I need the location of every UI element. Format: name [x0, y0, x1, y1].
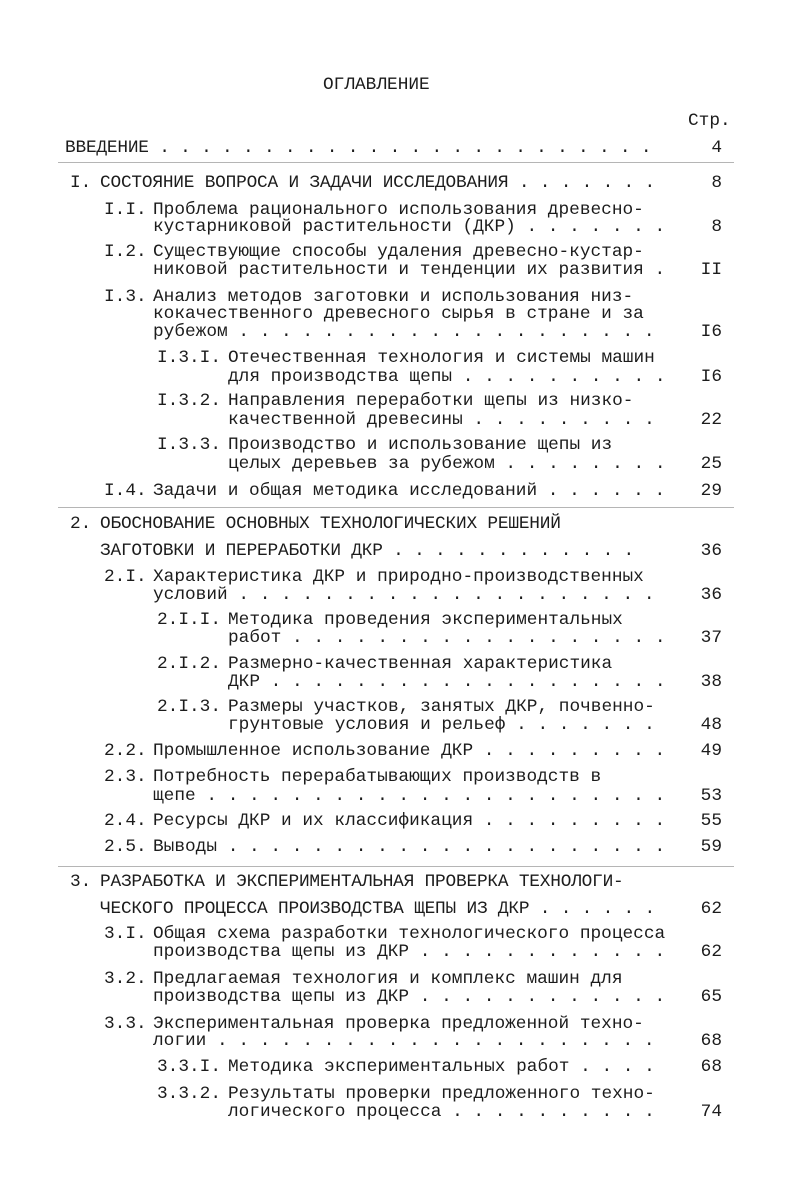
- toc-page-number: 37: [700, 628, 722, 648]
- toc-entry-text: Методика проведения экспериментальных: [228, 610, 623, 630]
- toc-entry-number: 2.4.: [104, 811, 147, 831]
- toc-entry-text: Размеры участков, занятых ДКР, почвенно-: [228, 697, 655, 717]
- toc-page-number: 65: [700, 987, 722, 1007]
- toc-entry-text: Выводы . . . . . . . . . . . . . . . . . . . . .: [153, 837, 666, 857]
- toc-entry-number: 3.I.: [104, 924, 147, 944]
- toc-entry-text: Ресурсы ДКР и их классификация . . . . . . . . .: [153, 811, 666, 831]
- toc-page-number: 59: [700, 837, 722, 857]
- toc-entry-number: 2.2.: [104, 741, 147, 761]
- toc-entry-text: условий . . . . . . . . . . . . . . . . . . . .: [153, 585, 655, 605]
- toc-entry-text: Проблема рационального использования древесно-: [153, 200, 644, 220]
- toc-page-number: 53: [700, 786, 722, 806]
- toc-page-number: 8: [711, 173, 722, 193]
- toc-entry-text: производства щепы из ДКР . . . . . . . . . . . .: [153, 942, 666, 962]
- toc-entry-text: логии . . . . . . . . . . . . . . . . . . . . .: [153, 1031, 655, 1051]
- toc-entry-number: 2.I.2.: [157, 654, 222, 674]
- toc-entry-number: I.2.: [104, 242, 147, 262]
- toc-page-number: 25: [700, 454, 722, 474]
- toc-entry-number: 2.3.: [104, 767, 147, 787]
- toc-entry-number: 2.: [70, 514, 92, 534]
- toc-entry-number: 3.3.: [104, 1014, 147, 1034]
- toc-entry-number: I.I.: [104, 200, 147, 220]
- toc-page-number: 62: [700, 899, 722, 919]
- toc-entry-number: I.3.: [104, 287, 147, 307]
- toc-entry-text: Промышленное использование ДКР . . . . . . . . .: [153, 741, 666, 761]
- toc-entry-number: I.: [70, 173, 92, 193]
- toc-entry-text: Предлагаемая технология и комплекс машин для: [153, 969, 623, 989]
- toc-page-number: 38: [700, 672, 722, 692]
- toc-entry-text: грунтовые условия и рельеф . . . . . . .: [228, 715, 655, 735]
- toc-entry-number: 2.5.: [104, 837, 147, 857]
- toc-entry-text: для производства щепы . . . . . . . . . .: [228, 367, 666, 387]
- toc-entry-text: Общая схема разработки технологического процесса: [153, 924, 666, 944]
- toc-entry-text: Задачи и общая методика исследований . . . . . .: [153, 481, 666, 501]
- toc-entry-number: 2.I.I.: [157, 610, 222, 630]
- toc-entry-text: Направления переработки щепы из низко-: [228, 391, 634, 411]
- toc-entry-text: целых деревьев за рубежом . . . . . . . .: [228, 454, 666, 474]
- toc-page-number: 68: [700, 1057, 722, 1077]
- toc-entry-number: 2.I.: [104, 567, 147, 587]
- toc-entry-text: щепе . . . . . . . . . . . . . . . . . . . . . .: [153, 786, 666, 806]
- toc-page-number: 62: [700, 942, 722, 962]
- toc-page-number: 36: [700, 541, 722, 561]
- toc-entry-text: производства щепы из ДКР . . . . . . . . . . . .: [153, 987, 666, 1007]
- toc-entry-text: работ . . . . . . . . . . . . . . . . . .: [228, 628, 666, 648]
- toc-entry-text: Методика экспериментальных работ . . . .: [228, 1057, 655, 1077]
- toc-entry-text: никовой растительности и тенденции их развития .: [153, 260, 666, 280]
- toc-entry-text: Анализ методов заготовки и использования низ-: [153, 287, 634, 307]
- toc-page-number: I6: [700, 367, 722, 387]
- toc-entry-text: Потребность перерабатывающих производств в: [153, 767, 602, 787]
- toc-entry-text: Производство и использование щепы из: [228, 435, 613, 455]
- toc-page-number: 48: [700, 715, 722, 735]
- toc-page-number: 22: [700, 410, 722, 430]
- toc-page-number: I6: [700, 322, 722, 342]
- toc-entry-text: кустарниковой растительности (ДКР) . . . . . . .: [153, 217, 666, 237]
- toc-entry-text: Экспериментальная проверка предложенной техно-: [153, 1014, 644, 1034]
- toc-entry-text: ЧЕСКОГО ПРОЦЕССА ПРОИЗВОДСТВА ЩЕПЫ ИЗ ДКР . . . . . .: [100, 899, 655, 919]
- toc-entry-text: логического процесса . . . . . . . . . .: [228, 1102, 655, 1122]
- toc-entry-number: 3.3.2.: [157, 1084, 222, 1104]
- section-divider: [58, 866, 734, 867]
- toc-page-number: II: [700, 260, 722, 280]
- toc-page-number: 68: [700, 1031, 722, 1051]
- toc-page-number: 36: [700, 585, 722, 605]
- toc-entry-text: кокачественного древесного сырья в стране и за: [153, 304, 644, 324]
- toc-entry-text: Отечественная технология и системы машин: [228, 348, 655, 368]
- toc-entry-text: СОСТОЯНИЕ ВОПРОСА И ЗАДАЧИ ИССЛЕДОВАНИЯ . . . . . . .: [100, 173, 655, 193]
- toc-entry-text: ЗАГОТОВКИ И ПЕРЕРАБОТКИ ДКР . . . . . . . . . . . .: [100, 541, 634, 561]
- toc-page-number: 49: [700, 741, 722, 761]
- toc-entry-text: качественной древесины . . . . . . . . .: [228, 410, 655, 430]
- toc-entry-text: Характеристика ДКР и природно-производственных: [153, 567, 644, 587]
- toc-entry-text: ОБОСНОВАНИЕ ОСНОВНЫХ ТЕХНОЛОГИЧЕСКИХ РЕШЕНИЙ: [100, 514, 561, 534]
- toc-entry-number: 3.: [70, 872, 92, 892]
- toc-title: ОГЛАВЛЕНИЕ: [323, 75, 430, 95]
- toc-page-number: 74: [700, 1102, 722, 1122]
- toc-entry-text: РАЗРАБОТКА И ЭКСПЕРИМЕНТАЛЬНАЯ ПРОВЕРКА ТЕХНОЛОГИ-: [100, 872, 624, 892]
- section-divider: [58, 162, 734, 163]
- toc-entry-text: Результаты проверки предложенного техно-: [228, 1084, 655, 1104]
- toc-entry-number: I.3.3.: [157, 435, 222, 455]
- toc-entry-number: I.4.: [104, 481, 147, 501]
- toc-page-number: 29: [700, 481, 722, 501]
- toc-entry-number: I.3.I.: [157, 348, 222, 368]
- toc-entry-text: Размерно-качественная характеристика: [228, 654, 613, 674]
- toc-entry-text: рубежом . . . . . . . . . . . . . . . . . . . .: [153, 322, 655, 342]
- toc-entry-text: ВВЕДЕНИЕ . . . . . . . . . . . . . . . . . . . . . . . .: [65, 138, 652, 158]
- toc-entry-number: 3.2.: [104, 969, 147, 989]
- section-divider: [58, 507, 734, 508]
- page-column-header: Стр.: [688, 111, 731, 131]
- toc-page-number: 8: [711, 217, 722, 237]
- toc-entry-number: 3.3.I.: [157, 1057, 222, 1077]
- toc-entry-text: Существующие способы удаления древесно-кустар-: [153, 242, 644, 262]
- toc-page-number: 4: [711, 138, 722, 158]
- toc-entry-text: ДКР . . . . . . . . . . . . . . . . . . .: [228, 672, 666, 692]
- toc-entry-number: I.3.2.: [157, 391, 222, 411]
- toc-page-number: 55: [700, 811, 722, 831]
- toc-entry-number: 2.I.3.: [157, 697, 222, 717]
